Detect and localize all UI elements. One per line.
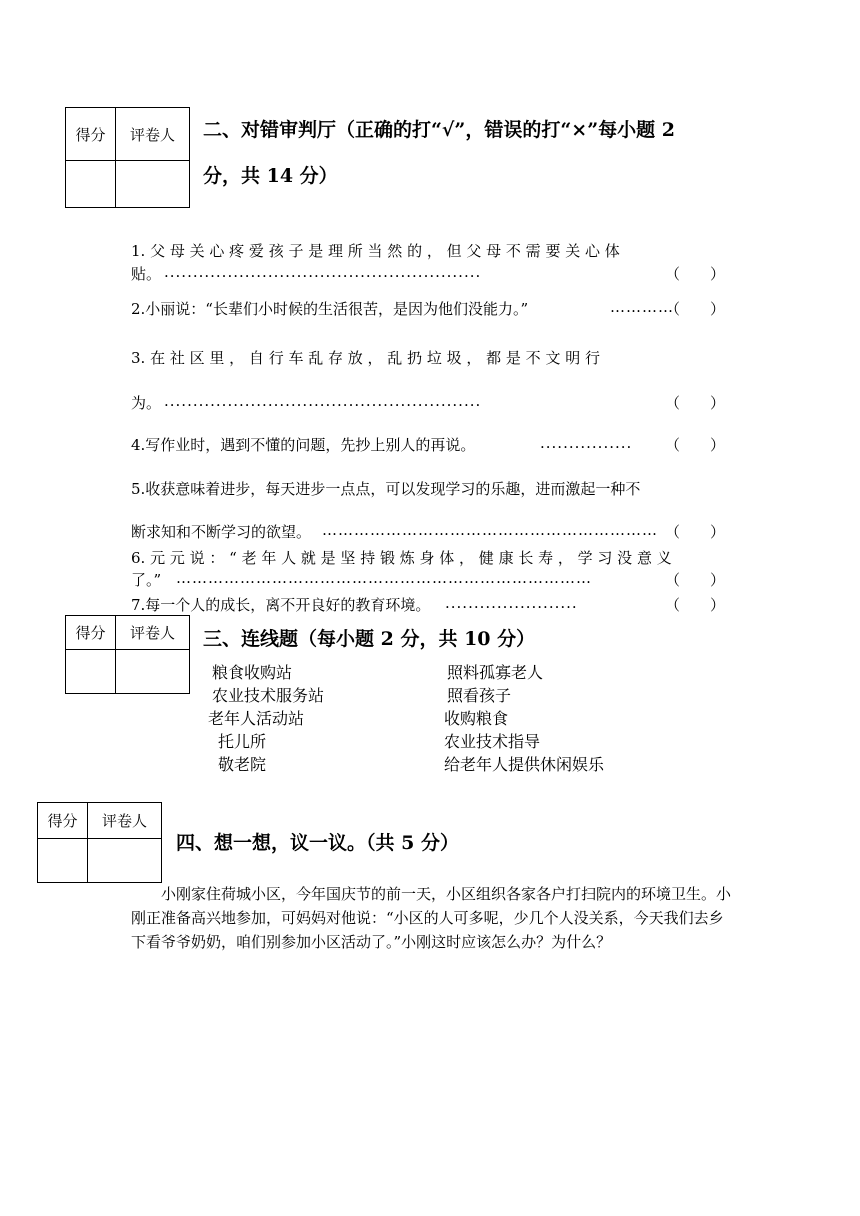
question-1-line2: 贴。 xyxy=(131,265,162,283)
dot-leader: ....................................................... xyxy=(164,263,482,281)
match-left-3[interactable]: 老年人活动站 xyxy=(208,709,305,728)
dot-leader: ....................................................... xyxy=(164,392,482,410)
grader-label: 评卷人 xyxy=(116,108,190,161)
match-right-3[interactable]: 收购粮食 xyxy=(444,709,509,728)
section4-title: 四、想一想，议一议。（共 5 分） xyxy=(176,832,459,854)
answer-5[interactable]: （ ） xyxy=(665,523,726,541)
dot-leader: ................ xyxy=(540,434,633,452)
question-3-line2: 为。 xyxy=(131,394,162,412)
score-cell[interactable] xyxy=(66,161,116,208)
question-5-line1: 5.收获意味着进步，每天进步一点点，可以发现学习的乐趣，进而激起一种不 xyxy=(131,480,641,498)
section2-title-line1: 二、对错审判厅（正确的打“√”，错误的打“×”每小题 2 xyxy=(203,119,675,141)
score-label: 得分 xyxy=(38,803,88,839)
answer-3[interactable]: （ ） xyxy=(665,394,726,412)
question-1-line1: 1. 父 母 关 心 疼 爱 孩 子 是 理 所 当 然 的 ， 但 父 母 不 需 要 关 心 体 xyxy=(131,242,620,260)
score-label: 得分 xyxy=(66,616,116,650)
score-box-section2 xyxy=(65,107,190,208)
grader-cell[interactable] xyxy=(116,650,190,694)
section3-title: 三、连线题（每小题 2 分，共 10 分） xyxy=(203,628,536,650)
grader-cell[interactable] xyxy=(116,161,190,208)
dot-leader: …………………………………………………………………… xyxy=(176,569,592,587)
answer-1[interactable]: （ ） xyxy=(665,265,726,283)
match-left-5[interactable]: 敬老院 xyxy=(218,755,267,774)
match-right-1[interactable]: 照料孤寡老人 xyxy=(447,663,544,682)
match-right-4[interactable]: 农业技术指导 xyxy=(444,732,541,751)
match-right-5[interactable]: 给老年人提供休闲娱乐 xyxy=(444,755,605,774)
question-4: 4.写作业时，遇到不懂的问题，先抄上别人的再说。 xyxy=(131,436,476,454)
match-left-4[interactable]: 托儿所 xyxy=(218,732,267,751)
grader-label: 评卷人 xyxy=(88,803,162,839)
score-label: 得分 xyxy=(66,108,116,161)
dot-leader: ……………………………………………………… xyxy=(322,521,658,539)
match-right-2[interactable]: 照看孩子 xyxy=(447,686,512,705)
match-left-2[interactable]: 农业技术服务站 xyxy=(212,686,325,705)
question-6-line2: 了。” xyxy=(131,571,162,589)
section2-title-line2: 分，共 14 分） xyxy=(203,165,338,187)
answer-6[interactable]: （ ） xyxy=(665,571,726,589)
match-left-1[interactable]: 粮食收购站 xyxy=(212,663,293,682)
question-2: 2.小丽说：“长辈们小时候的生活很苦，是因为他们没能力。” xyxy=(131,300,529,318)
section4-paragraph: 小刚家住荷城小区，今年国庆节的前一天，小区组织各家各户打扫院内的环境卫生。小刚正准备高兴地参加，可妈妈对他说：“小区的人可多呢，少几个人没关系，今天我们去乡下看爷爷奶奶，咱们别参加小区活动了。”小刚这时应该怎么办？为什么？ xyxy=(131,885,732,951)
question-6-line1: 6. 元 元 说 ： “ 老 年 人 就 是 坚 持 锻 炼 身 体 ， 健 康 长 寿 ， 学 习 没 意 义 xyxy=(131,549,672,567)
dot-leader: ………… xyxy=(610,298,674,316)
answer-2[interactable]: （ ） xyxy=(665,300,726,318)
grader-label: 评卷人 xyxy=(116,616,190,650)
question-3-line1: 3. 在 社 区 里 ， 自 行 车 乱 存 放 ， 乱 扔 垃 圾 ， 都 是 不 文 明 行 xyxy=(131,349,600,367)
grader-cell[interactable] xyxy=(88,839,162,883)
answer-4[interactable]: （ ） xyxy=(665,436,726,454)
question-5-line2: 断求知和不断学习的欲望。 xyxy=(131,523,312,541)
score-cell[interactable] xyxy=(66,650,116,694)
question-7: 7.每一个人的成长，离不开良好的教育环境。 xyxy=(131,596,431,614)
score-cell[interactable] xyxy=(38,839,88,883)
score-box-section4 xyxy=(37,802,162,883)
score-box-section3 xyxy=(65,615,190,694)
dot-leader: ....................... xyxy=(445,594,578,612)
answer-7[interactable]: （ ） xyxy=(665,596,726,614)
